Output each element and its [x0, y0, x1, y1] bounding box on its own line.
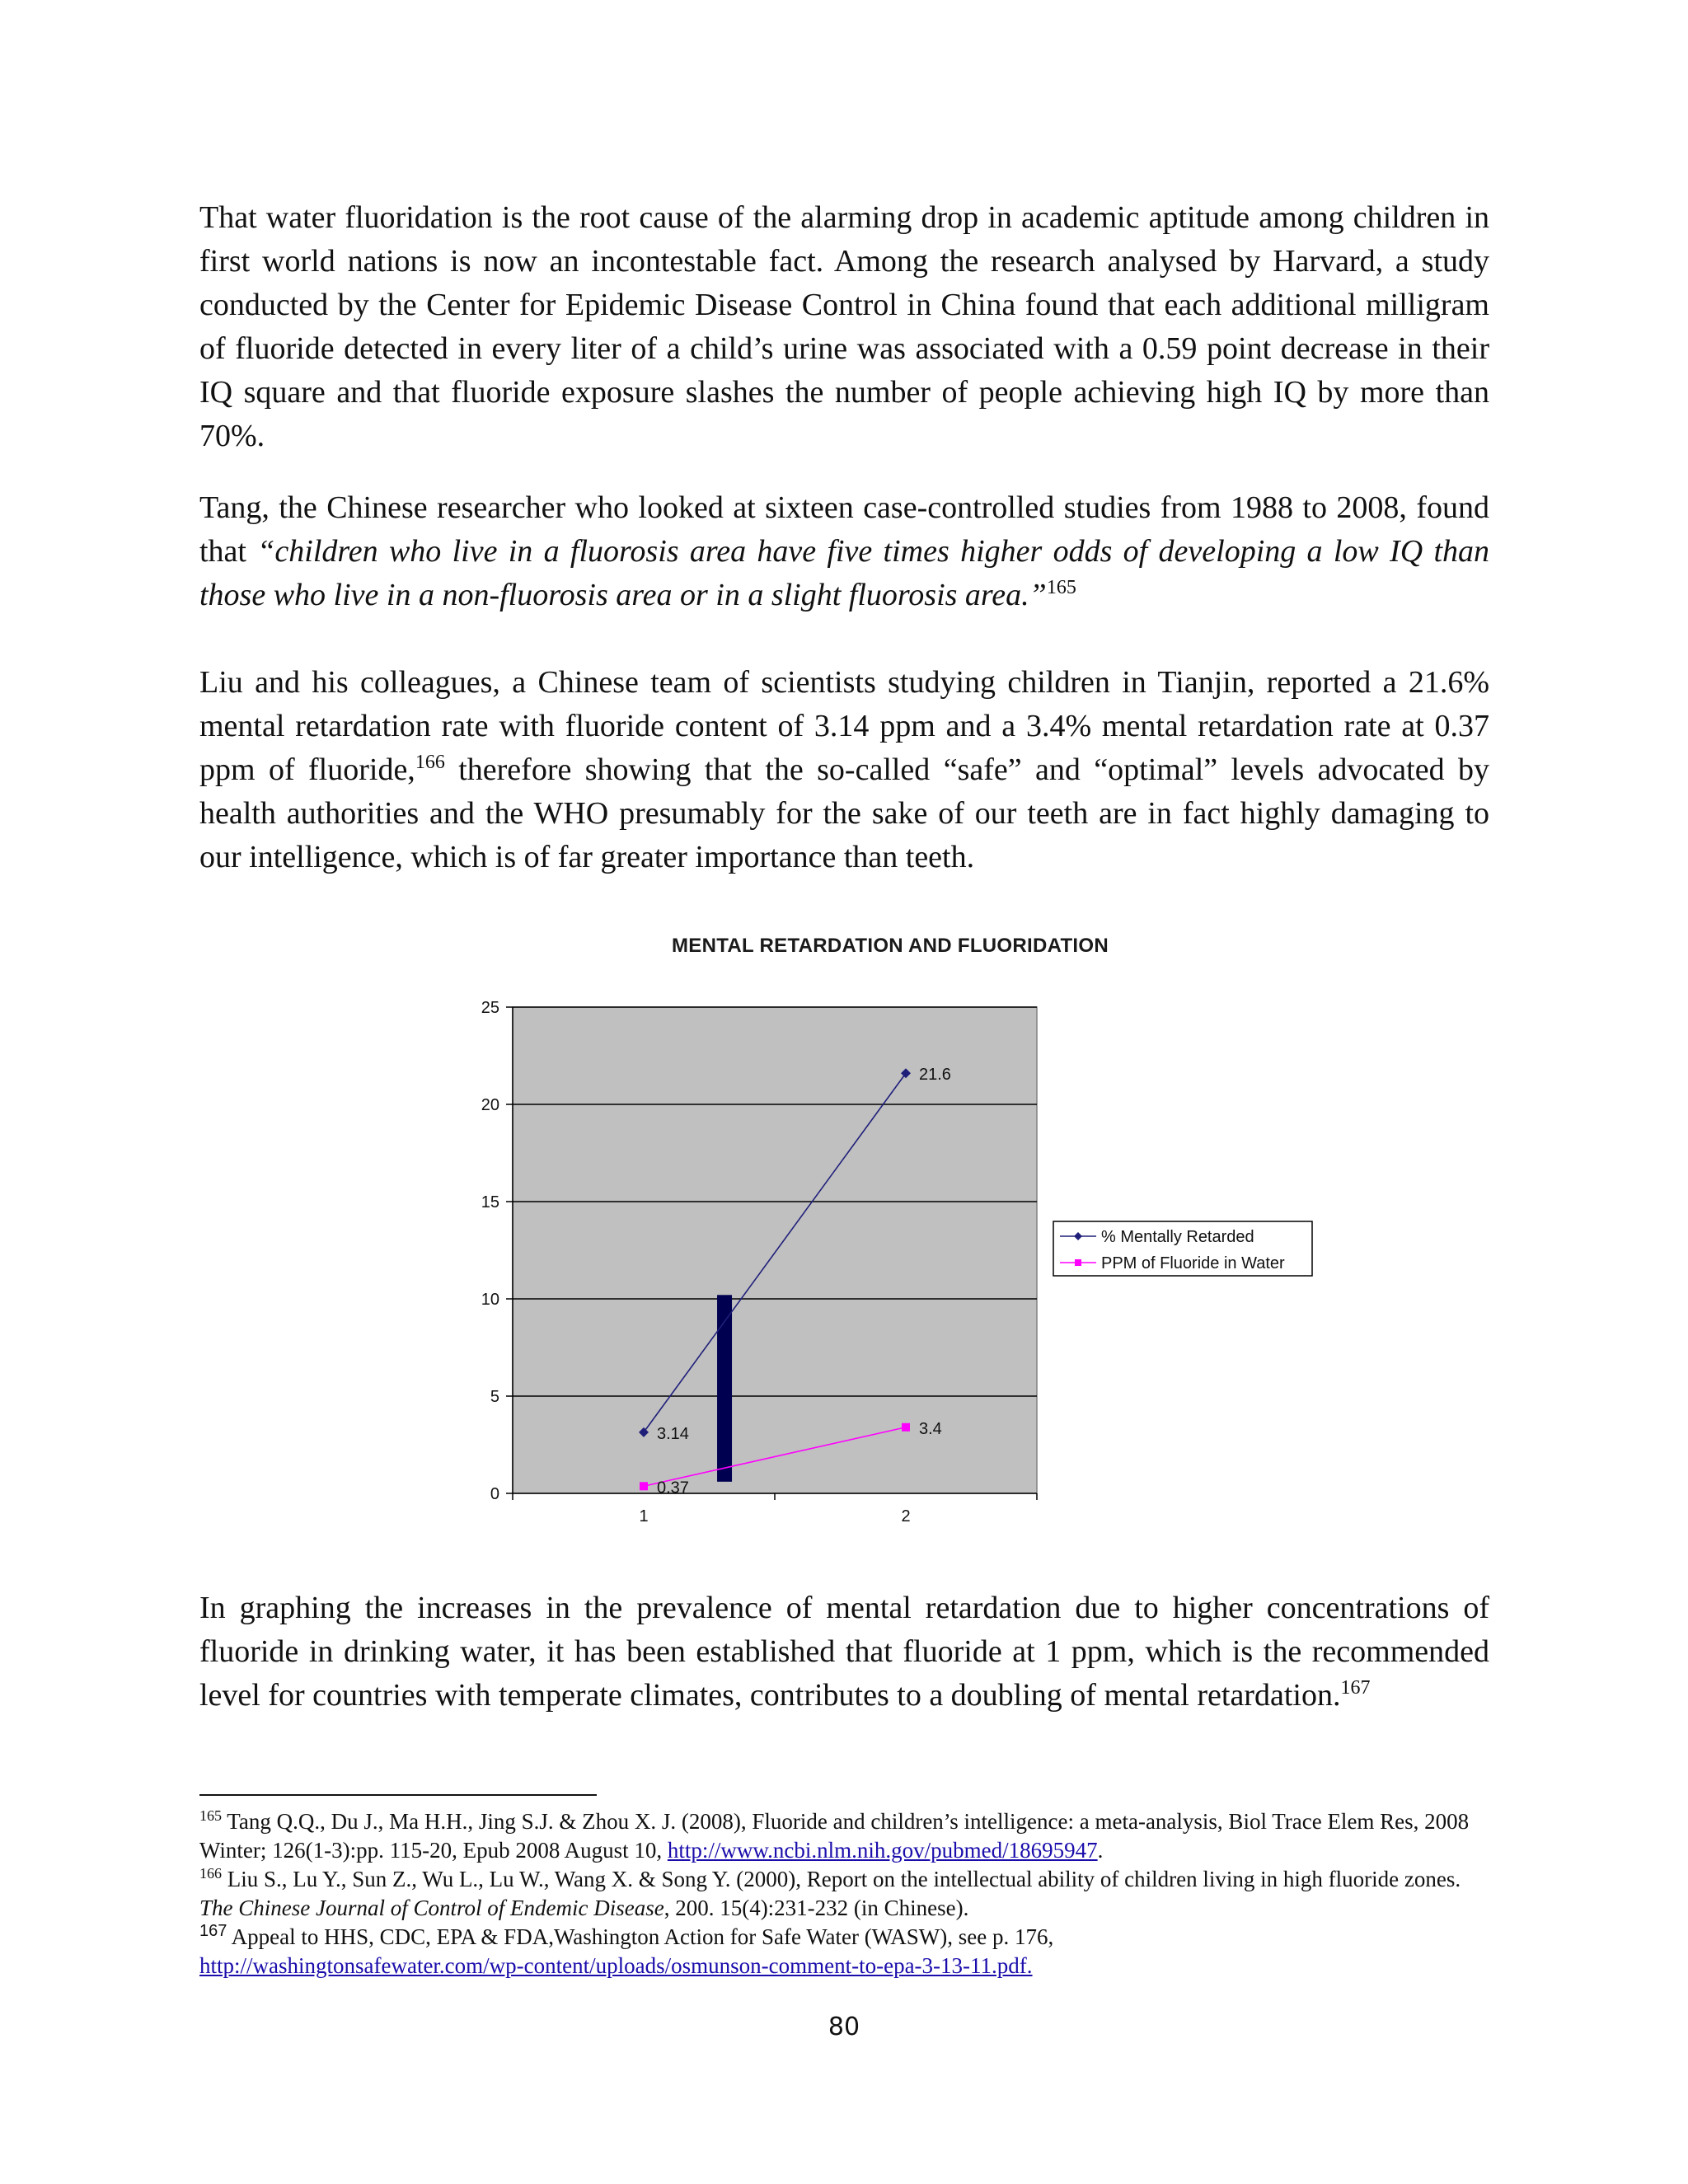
footnote-link-pubmed[interactable]: http://www.ncbi.nlm.nih.gov/pubmed/18695947 [667, 1838, 1098, 1863]
annotation-bar [717, 1295, 732, 1482]
mental-retardation-chart [462, 981, 1335, 1541]
footnote-separator [199, 1794, 597, 1796]
footnote-ref-166: 166 [415, 752, 445, 773]
plot-area [513, 1007, 1037, 1493]
y-tick-label: 25 [481, 999, 499, 1017]
footnote-text-end: , 200. 15(4):231-232 (in Chinese). [663, 1896, 969, 1920]
journal-title: The Chinese Journal of Control of Endemic Disease [199, 1896, 664, 1920]
footnote-number: 166 [199, 1865, 222, 1882]
paragraph-text: In graphing the increases in the prevalence of mental retardation due to higher concentrations of fluoride in drinking water, it has been established that fluoride at 1 ppm, which is the recommended level for countries with temperate climates, contributes to a doubling of mental retardation. [199, 1591, 1489, 1713]
data-point [640, 1482, 648, 1490]
footnotes [199, 1807, 1493, 1980]
footnote-link-wasw[interactable]: http://washingtonsafewater.com/wp-content/uploads/osmunson-comment-to-epa-3-13-11.pdf. [199, 1953, 1033, 1978]
y-tick-label: 15 [481, 1193, 499, 1212]
y-tick-label: 5 [490, 1388, 499, 1406]
legend-label: PPM of Fluoride in Water [1101, 1254, 1285, 1272]
y-tick-label: 10 [481, 1291, 499, 1309]
footnote-text-end: . [1097, 1838, 1104, 1863]
tang-quote: “children who live in a fluorosis area have five times higher odds of developing a low IQ than those who live in a non-fluorosis area or in a slight fluorosis area.” [199, 534, 1490, 612]
data-label: 3.4 [919, 1419, 942, 1438]
footnote-ref-167: 167 [1340, 1677, 1371, 1699]
footnote-number: 167 [199, 1922, 227, 1940]
paragraph-text: Tang, the Chinese researcher who looked at sixteen case-controlled studies from 1988 to 2008, found that [199, 490, 1489, 569]
y-tick-label: 20 [481, 1096, 499, 1114]
footnote-text: Tang Q.Q., Du J., Ma H.H., Jing S.J. & Zhou X. J. (2008), Fluoride and children’s intelligence: a meta-analysis, Biol Trace Elem Res, 2008 Winter; 126(1-3):pp. 115-20, Epub 2008 August 10, [199, 1809, 1470, 1863]
footnote-166 [199, 1865, 1493, 1923]
paragraph-liu-study [199, 661, 1489, 879]
x-tick-label: 1 [639, 1507, 649, 1526]
footnote-ref-165: 165 [1046, 577, 1076, 598]
paragraph-text: That water fluoridation is the root cause of the alarming drop in academic aptitude among children in first world nations is now an incontestable fact. Among the research analysed by Harvard, a study conducted by the Center for Epidemic Disease Control in China found that each additional milligram of fluoride detected in every liter of a child’s urine was associated with a 0.59 point decrease in their IQ square and that fluoride exposure slashes the number of people achieving high IQ by more than 70%. [199, 200, 1489, 453]
data-label: 0.37 [657, 1479, 689, 1497]
paragraph-fluoridation-iq [199, 196, 1489, 458]
footnote-text: Appeal to HHS, CDC, EPA & FDA,Washington Action for Safe Water (WASW), see p. 176, [227, 1924, 1054, 1949]
legend-marker [1075, 1259, 1081, 1266]
data-point [902, 1423, 910, 1432]
footnote-number: 165 [199, 1807, 222, 1824]
paragraph-graph-conclusion [199, 1586, 1489, 1718]
footnote-165 [199, 1807, 1493, 1865]
page-number: 80 [828, 2013, 860, 2041]
paragraph-text-end: therefore showing that the so-called “safe” and “optimal” levels advocated by health authorities and the WHO presumably for the sake of our teeth are in fact highly damaging to our intelligence, which is of far greater importance than teeth. [199, 752, 1489, 874]
data-label: 21.6 [919, 1066, 951, 1085]
footnote-text: Liu S., Lu Y., Sun Z., Wu L., Lu W., Wang X. & Song Y. (2000), Report on the intellectual ability of children living in high fluoride zones. [222, 1867, 1461, 1891]
chart-title: MENTAL RETARDATION AND FLUORIDATION [671, 935, 1109, 957]
data-label: 3.14 [657, 1424, 689, 1443]
legend-label: % Mentally Retarded [1101, 1228, 1254, 1246]
paragraph-tang-study [199, 486, 1489, 617]
footnote-167 [199, 1923, 1493, 1980]
y-tick-label: 0 [490, 1485, 499, 1503]
x-tick-label: 2 [901, 1507, 911, 1526]
paragraph-text: Liu and his colleagues, a Chinese team of scientists studying children in Tianjin, reported a 21.6% mental retardation rate with fluoride content of 3.14 ppm and a 3.4% mental retardation rate at 0.37 ppm of fluoride, [199, 665, 1489, 787]
